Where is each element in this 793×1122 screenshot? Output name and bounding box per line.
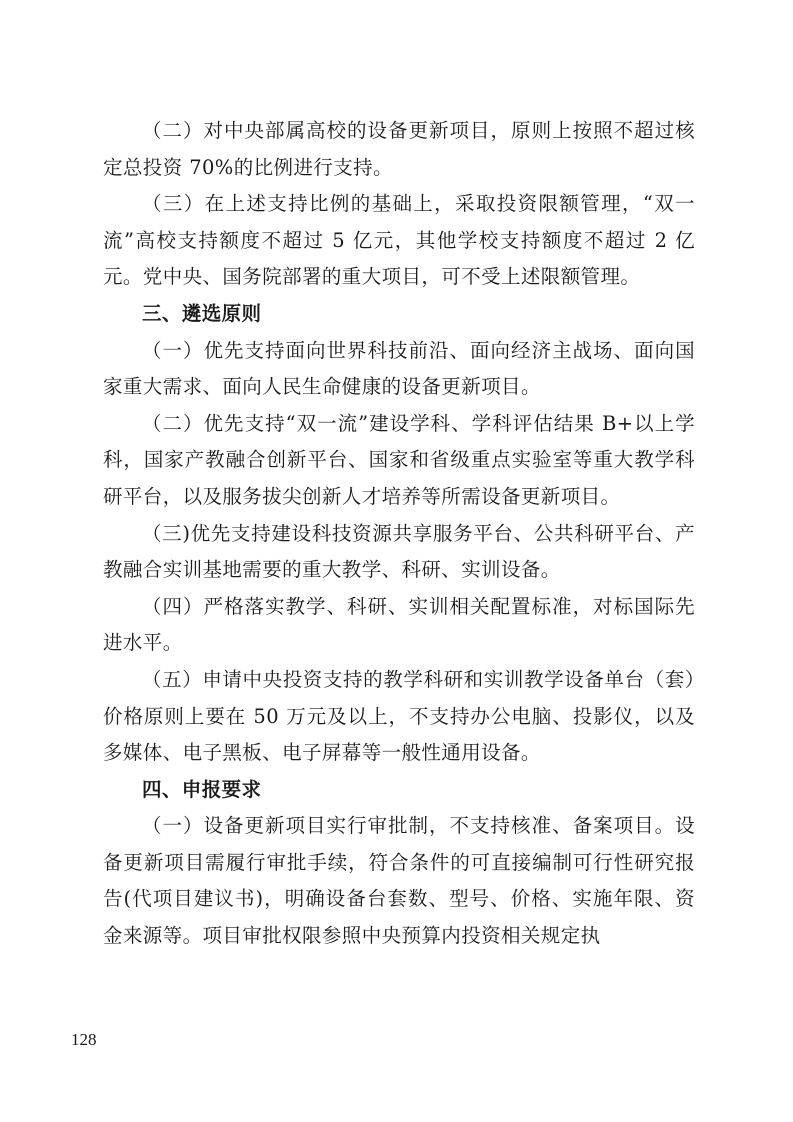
paragraph-3-4: （四）严格落实教学、科研、实训相关配置标准，对标国际先进水平。 [103, 594, 695, 655]
document-body [103, 113, 695, 955]
page-number: 128 [71, 1030, 97, 1049]
paragraph-3-1: （一）优先支持面向世界科技前沿、面向经济主战场、面向国家重大需求、面向人民生命健康的设备更新项目。 [103, 338, 695, 399]
paragraph-3-2: （二）优先支持“双一流”建设学科、学科评估结果 B+以上学科，国家产教融合创新平台、国家和省级重点实验室等重大教学科研平台，以及服务拔尖创新人才培养等所需设备更新项目。 [103, 411, 695, 508]
section-heading-4: 四、申报要求 [142, 777, 262, 801]
paragraph-2-2: （二）对中央部属高校的设备更新项目，原则上按照不超过核定总投资 70%的比例进行支持。 [103, 119, 695, 179]
paragraph-3-5: （五）申请中央投资支持的教学科研和实训教学设备单台（套）价格原则上要在 50 万元及以上，不支持办公电脑、投影仪，以及多媒体、电子黑板、电子屏幕等一般性通用设备。 [103, 667, 695, 765]
paragraph-4-1: （一）设备更新项目实行审批制，不支持核准、备案项目。设备更新项目需履行审批手续，符合条件的可直接编制可行性研究报告(代项目建议书)，明确设备台套数、型号、价格、实施年限、资金来源等。项目审批权限参照中央预算内投资相关规定执 [103, 814, 695, 948]
paragraph-2-3: （三）在上述支持比例的基础上，采取投资限额管理，“双一流”高校支持额度不超过 5 亿元，其他学校支持额度不超过 2 亿元。党中央、国务院部署的重大项目，可不受上述限额管理。 [103, 192, 695, 289]
paragraph-3-3: （三)优先支持建设科技资源共享服务平台、公共科研平台、产教融合实训基地需要的重大教学、科研、实训设备。 [103, 521, 695, 582]
section-heading-3: 三、遴选原则 [142, 301, 262, 325]
